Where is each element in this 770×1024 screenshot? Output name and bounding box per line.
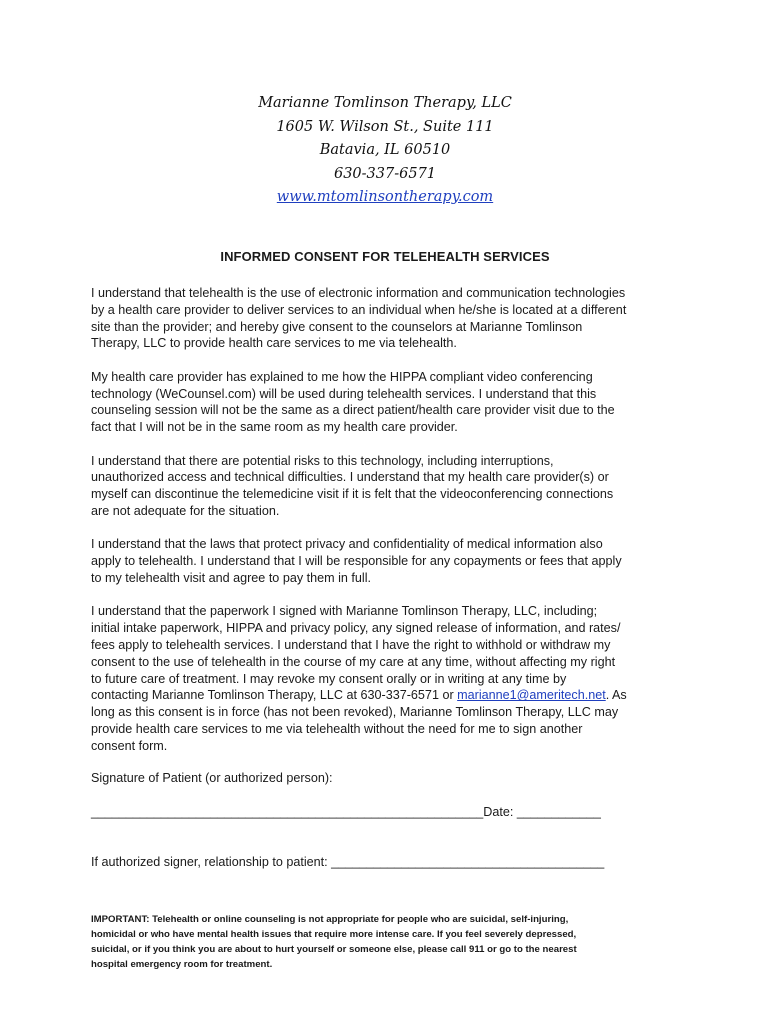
signature-label: Signature of Patient (or authorized person): — [91, 771, 333, 785]
text-line: I understand that there are potential risks to this technology, including interruptions, — [91, 453, 554, 468]
text-line: fees apply to telehealth services. I understand that I have the right to withhold or withdraw my — [91, 637, 611, 652]
important-notice — [91, 912, 691, 972]
text-line: technology (WeCounsel.com) will be used during telehealth services. I understand that this — [91, 386, 597, 401]
text-line: to future care of treatment. I may revoke my consent orally or in writing at any time by — [91, 671, 567, 686]
document-title: INFORMED CONSENT FOR TELEHEALTH SERVICES — [220, 249, 550, 264]
text-line: counseling session will not be the same as a direct patient/health care provider visit due to the — [91, 403, 615, 418]
practice-city: Batavia, IL 60510 — [319, 142, 451, 158]
text-line: provide health care services to me via telehealth without the need for me to sign another — [91, 721, 583, 736]
text-line: to my telehealth visit and agree to pay them in full. — [91, 570, 372, 585]
email-link[interactable]: marianne1@ameritech.net — [457, 688, 606, 703]
contact-line — [91, 687, 691, 704]
text-line: I understand that the laws that protect privacy and confidentiality of medical information also — [91, 537, 603, 552]
text-line: site than the provider; and hereby give consent to the counselors at Marianne Tomlinson — [91, 319, 583, 334]
text-line: are not adequate for the situation. — [91, 503, 280, 518]
practice-address: 1605 W. Wilson St., Suite 111 — [276, 118, 494, 135]
text-line: long as this consent is in force (has not been revoked), Marianne Tomlinson Therapy, LLC may — [91, 705, 619, 720]
text-line: I understand that telehealth is the use of electronic information and communication technologies — [91, 286, 626, 300]
text-line: consent form. — [91, 738, 168, 753]
text-line: apply to telehealth. I understand that I will be responsible for any copayments or fees that apply — [91, 554, 622, 569]
paragraph-risks — [91, 453, 691, 520]
notice-line: suicidal, or if you think you are about to hurt yourself or someone else, please call 911 or go to the nearest — [91, 944, 577, 955]
text-line: myself can discontinue the telemedicine visit if it is felt that the videoconferencing connections — [91, 487, 614, 502]
text-line: I understand that the paperwork I signed with Marianne Tomlinson Therapy, LLC, including; — [91, 604, 598, 619]
authorized-signer-field[interactable]: If authorized signer, relationship to patient: _______________________________________ — [91, 855, 605, 869]
notice-line: hospital emergency room for treatment. — [91, 959, 273, 970]
notice-line: IMPORTANT: Telehealth or online counseling is not appropriate for people who are suicidal, self-injuring, — [91, 914, 569, 925]
text-line: initial intake paperwork, HIPPA and privacy policy, any signed release of information, and rates/ — [91, 621, 621, 636]
letterhead — [0, 92, 770, 210]
signature-date-field[interactable]: ________________________________________________________Date: ____________ — [91, 805, 601, 819]
notice-line: homicidal or who have mental health issues that require more intense care. If you feel severely depressed, — [91, 929, 577, 940]
practice-name: Marianne Tomlinson Therapy, LLC — [258, 95, 512, 111]
paragraph-paperwork-revocation — [91, 603, 691, 754]
text-line: fact that I will not be in the same room as my health care provider. — [91, 420, 458, 435]
paragraph-telehealth-definition — [91, 285, 691, 352]
text-line: unauthorized access and technical difficulties. I understand that my health care provider(s) or — [91, 470, 609, 485]
contact-suffix: . As — [605, 688, 627, 703]
practice-website-link[interactable]: www.mtomlinsontherapy.com — [276, 189, 494, 205]
practice-website-line — [0, 186, 770, 210]
text-line: consent to the use of telehealth in the course of my care at any time, without affecting my right — [91, 654, 616, 669]
text-line: My health care provider has explained to me how the HIPPA compliant video conferencing — [91, 369, 593, 384]
text-line: by a health care provider to deliver services to an individual when he/she is located at a different — [91, 302, 627, 317]
consent-body — [91, 285, 691, 771]
text-line: Therapy, LLC to provide health care services to me via telehealth. — [91, 336, 457, 351]
practice-phone: 630-337-6571 — [333, 165, 437, 182]
paragraph-video-conferencing — [91, 369, 691, 436]
paragraph-privacy-fees — [91, 536, 691, 586]
contact-prefix: contacting Marianne Tomlinson Therapy, LLC at 630-337-6571 or — [91, 688, 458, 703]
